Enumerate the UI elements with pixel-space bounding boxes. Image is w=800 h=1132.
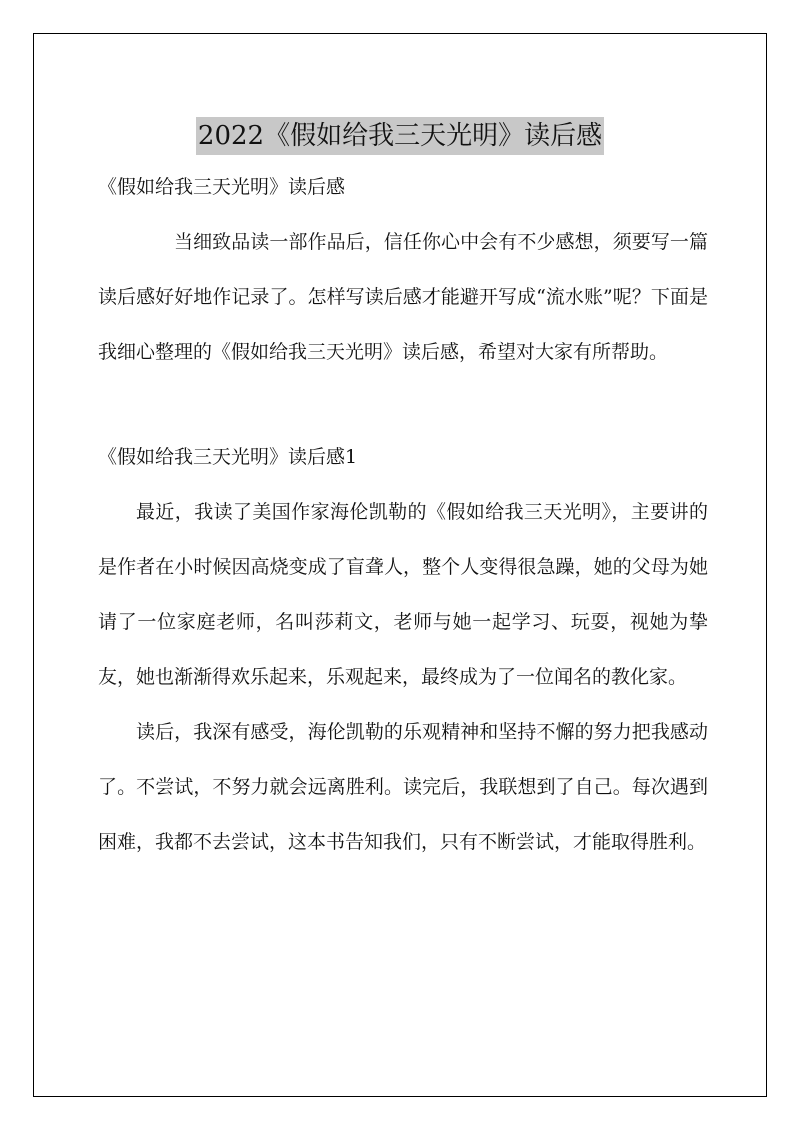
body-paragraph-2: 读后，我深有感受，海伦凯勒的乐观精神和坚持不懈的努力把我感动了。不尝试，不努力就会远离胜利。读完后，我联想到了自己。每次遇到困难，我都不去尝试，这本书告知我们，只有不断尝试，才能取得胜利。 bbox=[98, 721, 708, 853]
body-paragraph-1: 最近，我读了美国作家海伦凯勒的《假如给我三天光明》，主要讲的是作者在小时候因高烧变成了盲聋人，整个人变得很急躁，她的父母为她请了一位家庭老师，名叫莎莉文，老师与她一起学习、玩耍，视她为挚友，她也渐渐得欢乐起来，乐观起来，最终成为了一位闻名的教化家。 bbox=[98, 501, 708, 688]
section-spacer bbox=[98, 380, 708, 430]
document-subtitle: 《假如给我三天光明》读后感 bbox=[98, 176, 346, 198]
intro-paragraph: 当细致品读一部作品后，信任你心中会有不少感想，须要写一篇读后感好好地作记录了。怎样写读后感才能避开写成“流水账”呢？下面是我细心整理的《假如给我三天光明》读后感，希望对大家有所帮助。 bbox=[98, 231, 708, 363]
document-body bbox=[98, 160, 708, 870]
section-heading: 《假如给我三天光明》读后感1 bbox=[98, 446, 358, 468]
document-title: 2022《假如给我三天光明》读后感 bbox=[196, 117, 604, 155]
